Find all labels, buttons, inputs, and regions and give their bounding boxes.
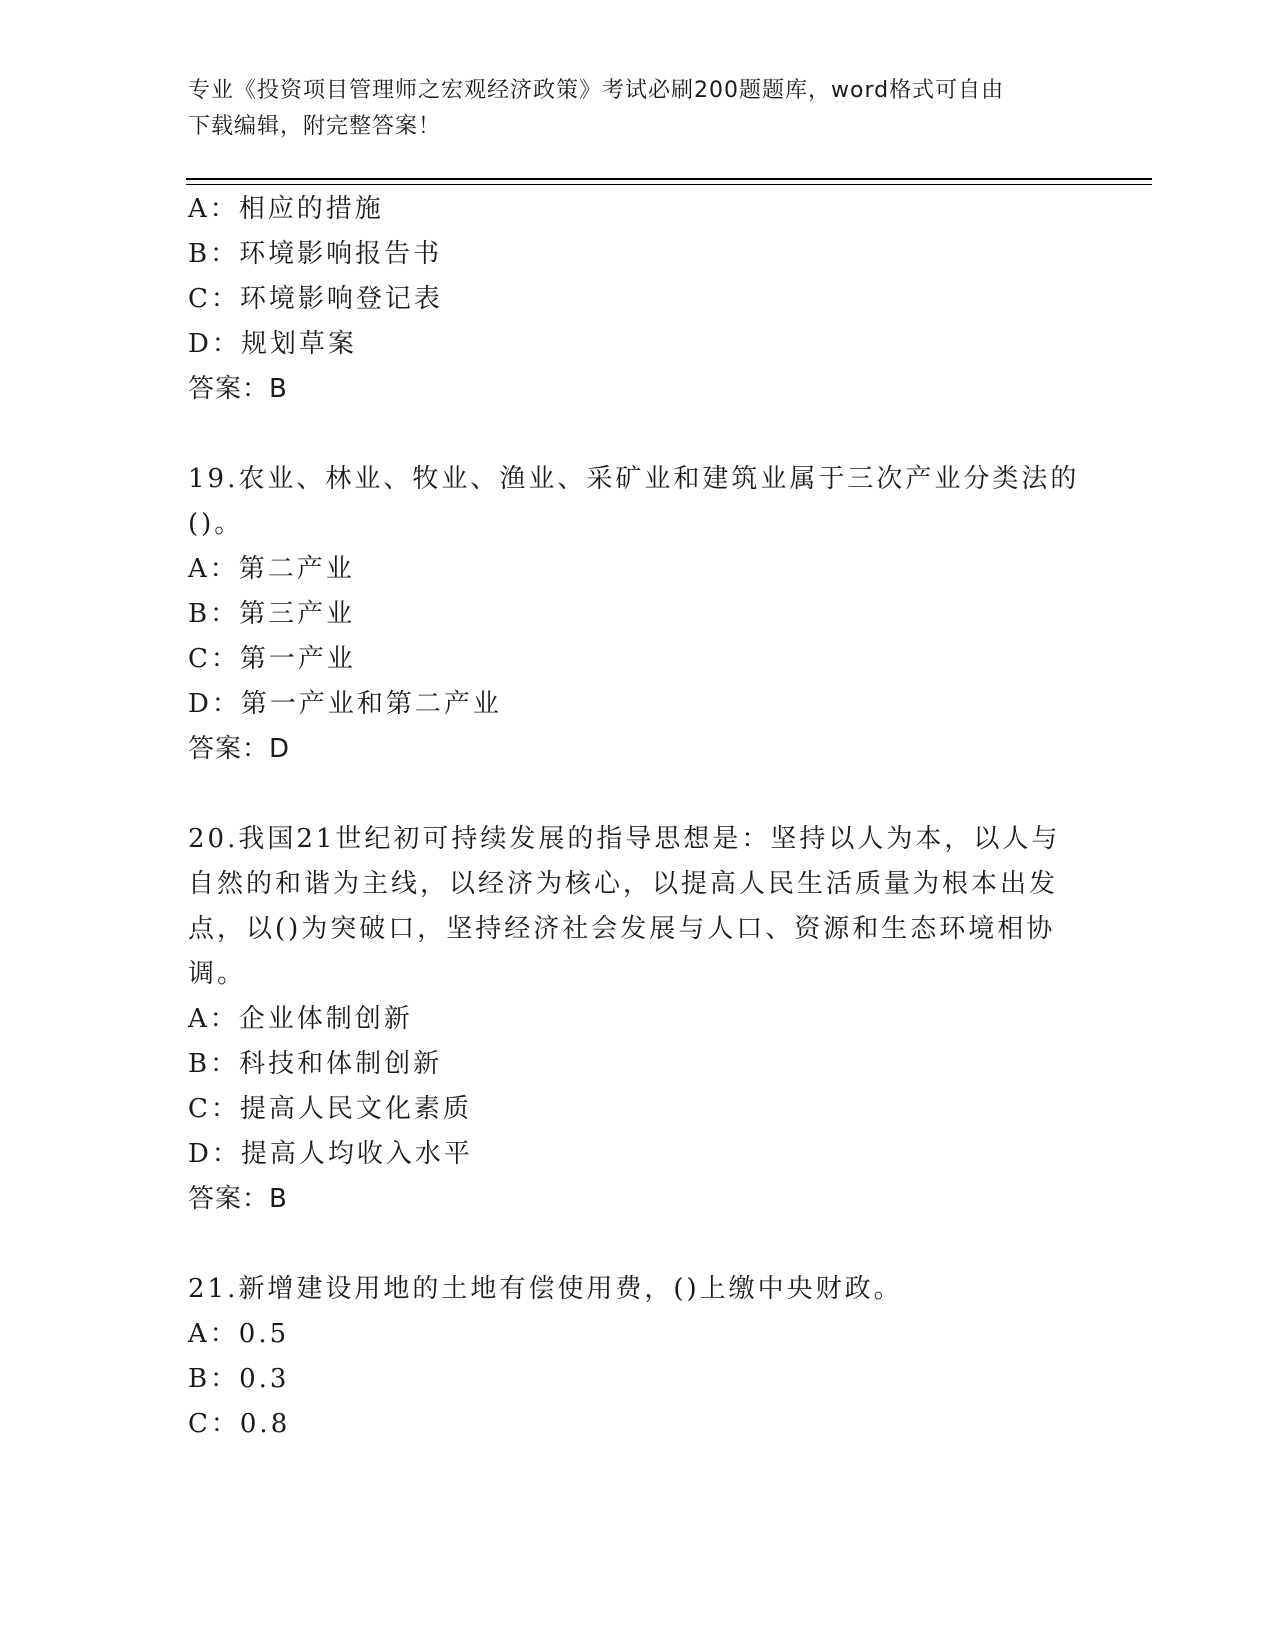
q21-stem-line-1: 21.新增建设用地的土地有偿使用费，()上缴中央财政。 bbox=[188, 1274, 903, 1304]
header-line-2: 下载编辑，附完整答案！ bbox=[188, 114, 442, 139]
q20-option-c: C：提高人民文化素质 bbox=[188, 1094, 472, 1124]
q19-stem-line-2: ()。 bbox=[188, 509, 244, 539]
q20-stem-line-4: 调。 bbox=[188, 959, 247, 989]
document-header bbox=[188, 73, 1068, 145]
q19-option-a: A：第二产业 bbox=[188, 554, 355, 584]
header-rule-thick bbox=[186, 178, 1152, 180]
q18-option-b: B：环境影响报告书 bbox=[188, 239, 443, 269]
q18-option-a: A：相应的措施 bbox=[188, 194, 384, 224]
header-rule-thin bbox=[186, 184, 1152, 185]
q18-option-c: C：环境影响登记表 bbox=[188, 284, 443, 314]
q21-option-b: B：0.3 bbox=[188, 1364, 290, 1394]
q19-answer: 答案：D bbox=[188, 734, 291, 764]
q19-option-d: D：第一产业和第二产业 bbox=[188, 689, 502, 719]
q20-option-d: D：提高人均收入水平 bbox=[188, 1139, 473, 1169]
header-line-1: 专业《投资项目管理师之宏观经济政策》考试必刷200题题库，word格式可自由 bbox=[188, 78, 1005, 103]
q20-answer: 答案：B bbox=[188, 1184, 288, 1214]
q19-option-c: C：第一产业 bbox=[188, 644, 356, 674]
q19-option-b: B：第三产业 bbox=[188, 599, 356, 629]
q18-option-d: D：规划草案 bbox=[188, 329, 357, 359]
q20-stem-line-2: 自然的和谐为主线，以经济为核心，以提高人民生活质量为根本出发 bbox=[188, 869, 1059, 899]
q21-option-a: A：0.5 bbox=[188, 1319, 290, 1349]
q21-option-c: C：0.8 bbox=[188, 1409, 291, 1439]
q20-option-a: A：企业体制创新 bbox=[188, 1004, 413, 1034]
q20-stem-line-1: 20.我国21世纪初可持续发展的指导思想是：坚持以人为本，以人与 bbox=[188, 824, 1061, 854]
q18-answer: 答案：B bbox=[188, 374, 288, 404]
q20-option-b: B：科技和体制创新 bbox=[188, 1049, 443, 1079]
q19-stem-line-1: 19.农业、林业、牧业、渔业、采矿业和建筑业属于三次产业分类法的 bbox=[188, 464, 1080, 494]
q20-stem-line-3: 点，以()为突破口，坚持经济社会发展与人口、资源和生态环境相协 bbox=[188, 914, 1056, 944]
